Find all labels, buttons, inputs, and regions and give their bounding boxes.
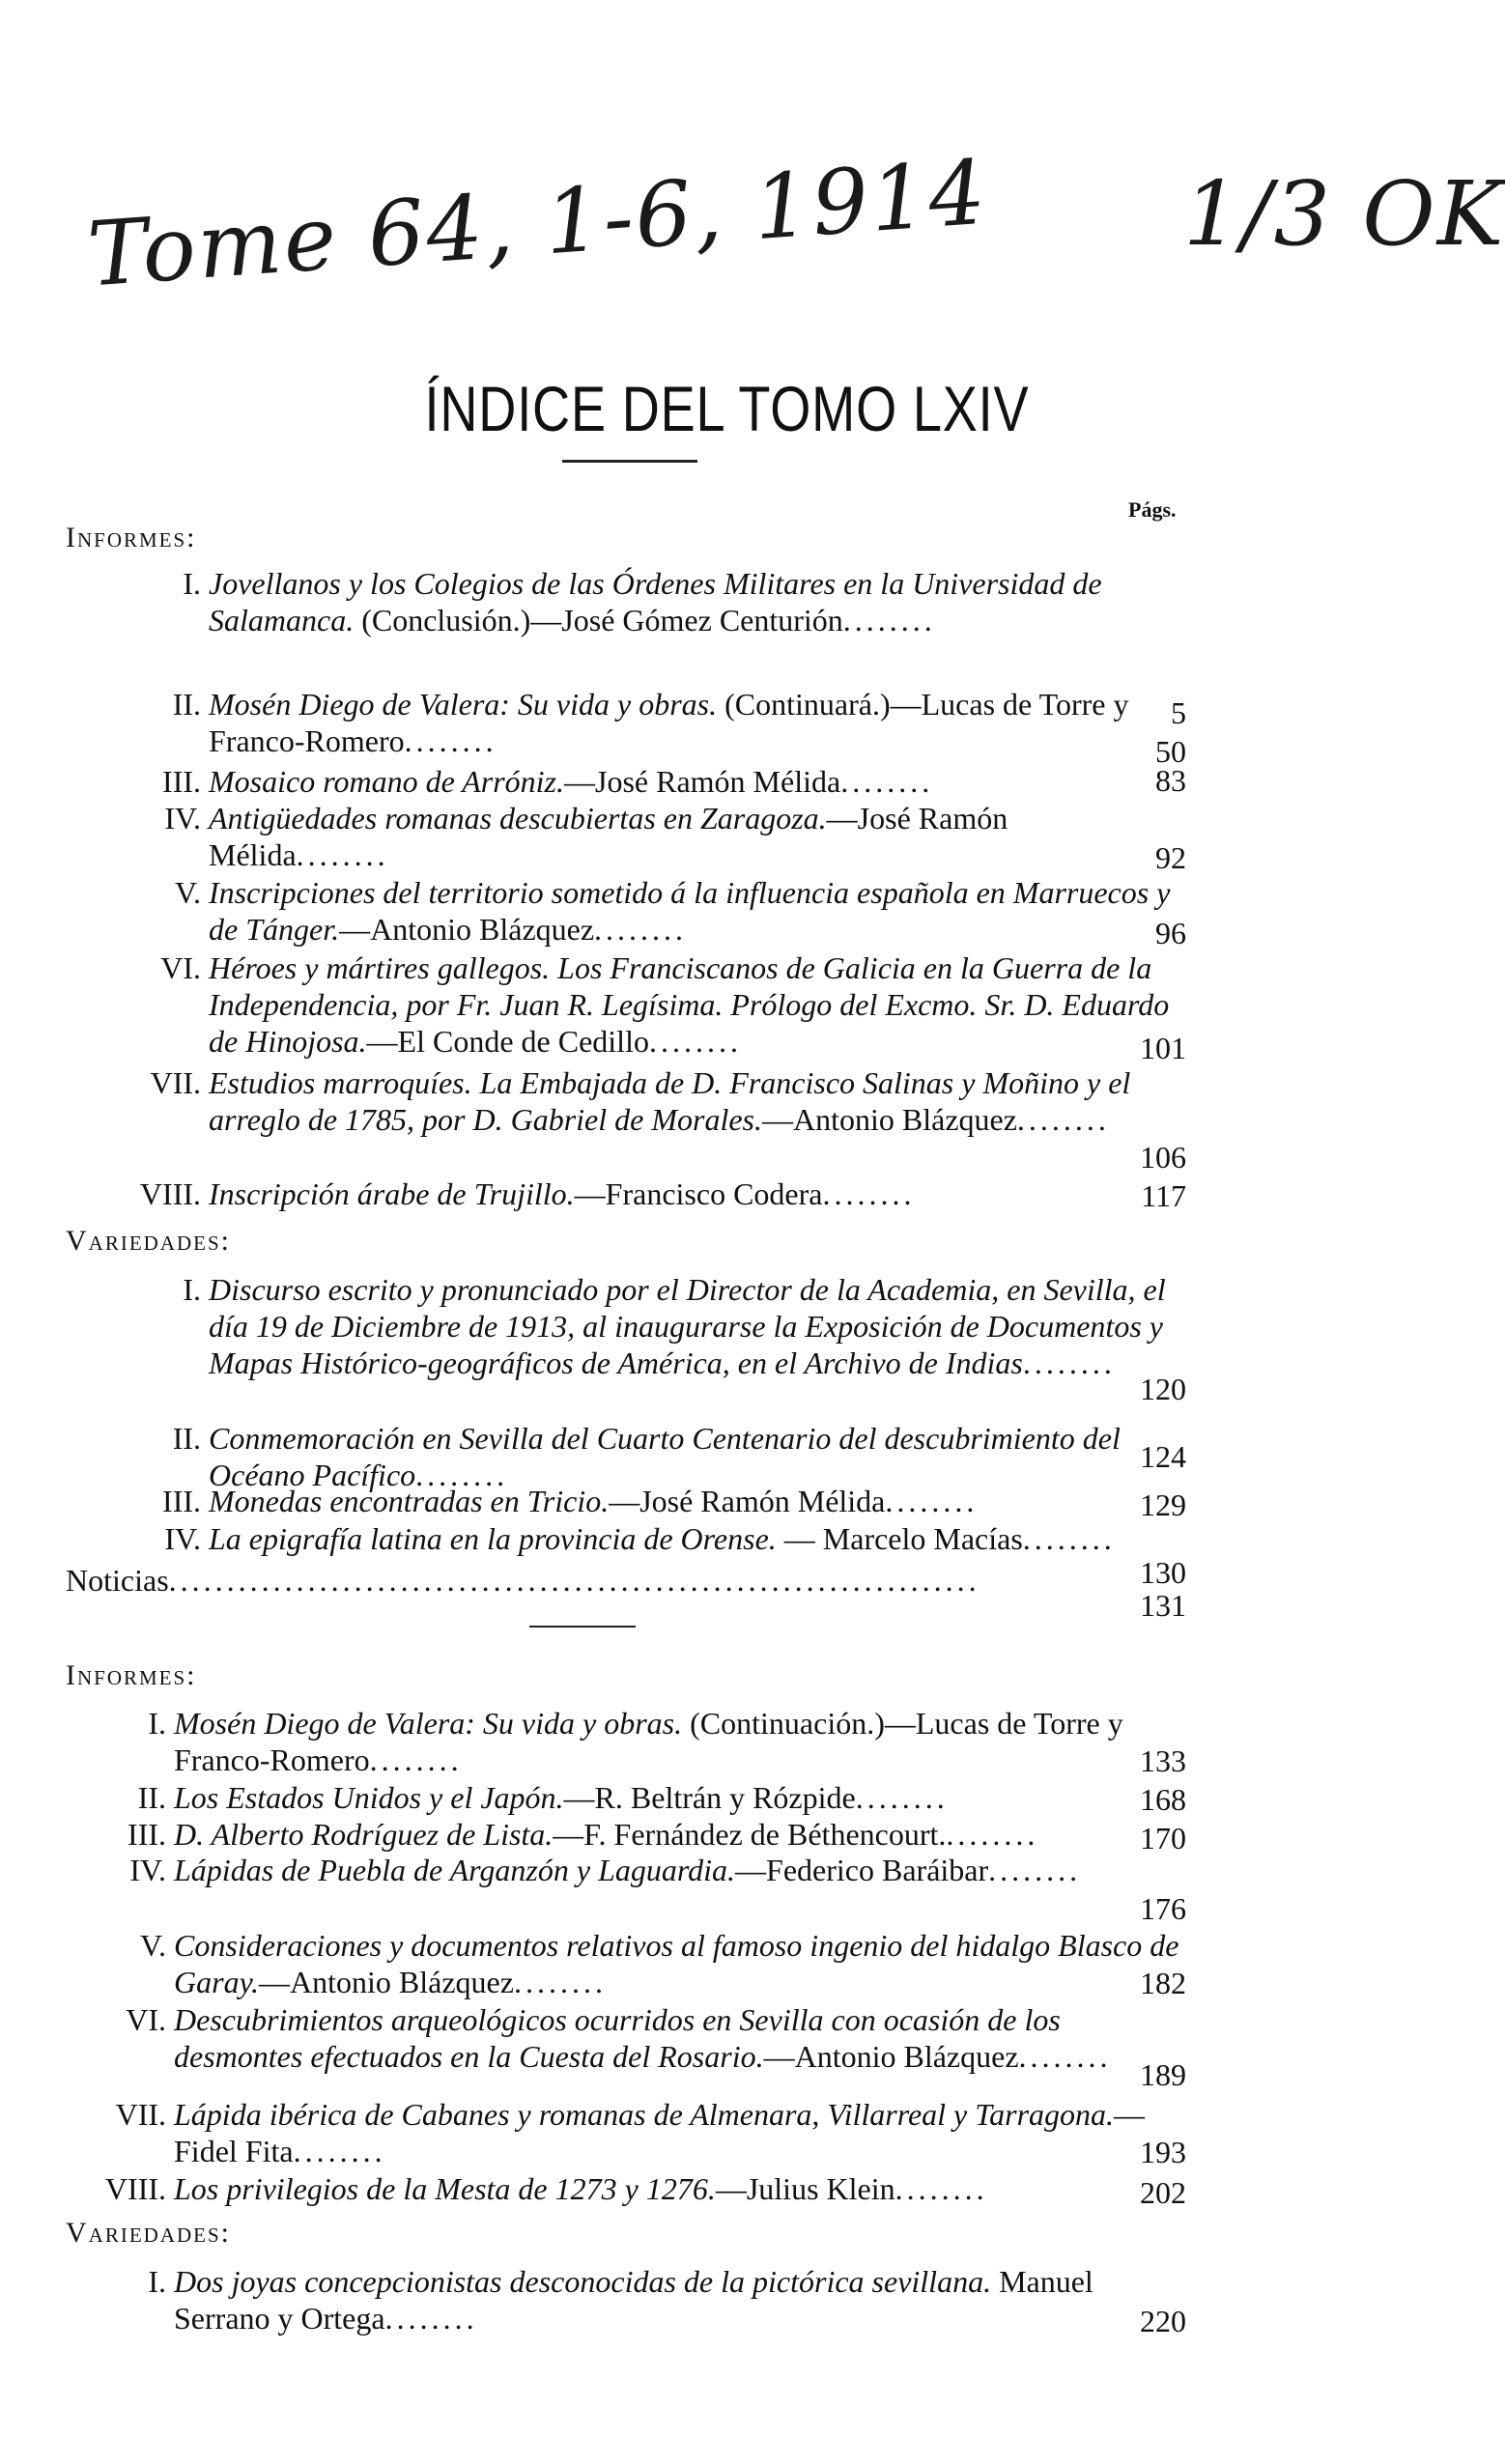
entry-text bbox=[209, 1271, 1186, 1381]
entry-author: —Antonio Blázquez bbox=[761, 1102, 1017, 1137]
entry-title: Lápida ibérica de Cabanes y romanas de Almenara, Villarreal y Tarragona. bbox=[174, 2097, 1115, 2132]
leader-dots: ........ bbox=[946, 1817, 1039, 1852]
index-entry bbox=[66, 1779, 1186, 1816]
section-label-informes: Informes: bbox=[66, 1659, 197, 1691]
entry-page-number: 124 bbox=[1140, 1439, 1186, 1474]
index-entry bbox=[66, 1271, 1186, 1418]
index-entry bbox=[66, 2001, 1186, 2111]
entry-title: Estudios marroquíes. La Embajada de D. Francisco Salinas y Moñino y el arreglo de 1785, por D. Gabriel de Morales. bbox=[209, 1065, 1131, 1137]
noticias-entry bbox=[66, 1563, 1128, 1599]
entry-title: Inscripciones del territorio sometido á la influencia española en Marruecos y de Tánger. bbox=[209, 875, 1171, 947]
entry-page-number: 220 bbox=[1140, 2304, 1186, 2338]
entry-text bbox=[174, 1705, 1186, 1778]
index-entry bbox=[66, 565, 1186, 675]
entry-author: Manuel Serrano y Ortega bbox=[174, 2264, 1093, 2336]
entry-page-number: 202 bbox=[1140, 2175, 1186, 2210]
entry-text bbox=[174, 1779, 1186, 1816]
index-entry bbox=[66, 2263, 1186, 2337]
entry-page-number: 129 bbox=[1140, 1487, 1186, 1522]
entry-title: Mosaico romano de Arróniz. bbox=[209, 764, 564, 799]
leader-dots: ...................................................................... bbox=[168, 1563, 980, 1598]
leader-dots: ........ bbox=[855, 1780, 949, 1815]
entry-author: (Continuación.)—Lucas de Torre y Franco-Romero bbox=[174, 1706, 1123, 1777]
leader-dots: ........ bbox=[894, 2171, 988, 2206]
entry-text bbox=[174, 2096, 1186, 2169]
entry-title: Monedas encontradas en Tricio. bbox=[209, 1484, 610, 1518]
entry-page-number: 176 bbox=[1140, 1891, 1186, 1926]
leader-dots: ........ bbox=[384, 2301, 478, 2336]
entry-author: —Antonio Blázquez bbox=[763, 2039, 1019, 2074]
entry-text bbox=[209, 1520, 1186, 1557]
entry-author: — Marcelo Macías bbox=[776, 1521, 1023, 1556]
entry-author: —José Ramón Mélida bbox=[209, 801, 1008, 872]
entry-number: V. bbox=[175, 875, 201, 910]
index-entry bbox=[66, 1705, 1186, 1778]
entry-number: IV. bbox=[129, 1853, 166, 1887]
entry-author: —Antonio Blázquez bbox=[339, 912, 595, 947]
entry-text bbox=[174, 2170, 1186, 2207]
entry-title: Los privilegios de la Mesta de 1273 y 1276. bbox=[174, 2171, 716, 2206]
handwritten-note-left: Tome 64, 1-6, 1914 bbox=[84, 140, 991, 307]
entry-text bbox=[209, 1483, 1186, 1519]
handwritten-note-right: 1/3 OK bbox=[1183, 162, 1505, 266]
entry-text bbox=[209, 1064, 1186, 1138]
index-entry bbox=[66, 686, 1186, 759]
entry-text bbox=[174, 2001, 1186, 2075]
entry-number: II. bbox=[172, 687, 201, 722]
entry-author: —El Conde de Cedillo bbox=[366, 1024, 649, 1059]
entry-text bbox=[174, 1816, 1186, 1853]
entry-page-number: 168 bbox=[1140, 1782, 1186, 1817]
entry-number: VII. bbox=[150, 1065, 201, 1100]
section-divider-rule bbox=[529, 1626, 636, 1628]
entry-page-number: 170 bbox=[1140, 1821, 1186, 1855]
entry-page-number: 193 bbox=[1140, 2135, 1186, 2169]
index-entry bbox=[66, 2170, 1186, 2207]
entry-title: Lápidas de Puebla de Arganzón y Laguardia. bbox=[174, 1853, 736, 1887]
entry-text bbox=[174, 2263, 1186, 2337]
leader-dots: ........ bbox=[1022, 1521, 1116, 1556]
leader-dots: ........ bbox=[988, 1853, 1082, 1887]
entry-author: —José Ramón Mélida bbox=[609, 1484, 886, 1518]
index-entry bbox=[66, 1816, 1186, 1853]
entry-page-number: 50 bbox=[1155, 734, 1186, 769]
entry-author: —Francisco Codera bbox=[574, 1176, 823, 1211]
entry-number: I. bbox=[183, 1272, 201, 1307]
entry-text bbox=[209, 800, 1186, 873]
leader-dots: ........ bbox=[822, 1176, 916, 1211]
entry-text bbox=[174, 1927, 1186, 2000]
leader-dots: ........ bbox=[404, 723, 497, 758]
entry-author: —Antonio Blázquez bbox=[259, 1965, 514, 1999]
entry-page-number: 92 bbox=[1155, 840, 1186, 875]
index-entry bbox=[66, 1852, 1186, 1925]
entry-text bbox=[209, 686, 1186, 759]
pages-column-label: Págs. bbox=[1128, 497, 1177, 522]
leader-dots: ........ bbox=[415, 1458, 509, 1492]
leader-dots: ........ bbox=[293, 2134, 386, 2168]
entry-number: IV. bbox=[164, 801, 201, 835]
index-entry bbox=[66, 1927, 1186, 2000]
index-entry bbox=[66, 1064, 1186, 1175]
noticias-label: Noticias bbox=[66, 1563, 169, 1598]
leader-dots: ........ bbox=[513, 1965, 607, 1999]
entry-title: Mosén Diego de Valera: Su vida y obras. bbox=[209, 687, 718, 722]
entry-author: (Continuará.)—Lucas de Torre y Franco-Romero bbox=[209, 687, 1129, 758]
entry-title: Conmemoración en Sevilla del Cuarto Centenario del descubrimiento del Océano Pacífico bbox=[209, 1421, 1121, 1492]
leader-dots: ........ bbox=[1016, 1102, 1110, 1137]
entry-page-number: 117 bbox=[1141, 1178, 1186, 1213]
title-rule bbox=[562, 460, 697, 463]
entry-page-number: 5 bbox=[1171, 695, 1186, 730]
leader-dots: ........ bbox=[296, 837, 389, 872]
entry-author: (Conclusión.)—José Gómez Centurión bbox=[354, 603, 843, 637]
entry-number: I. bbox=[148, 2264, 166, 2299]
entry-text bbox=[174, 1852, 1186, 1888]
index-entry bbox=[66, 1483, 1186, 1519]
index-entry bbox=[66, 2096, 1186, 2169]
entry-number: II. bbox=[172, 1421, 201, 1456]
entry-number: VI. bbox=[160, 950, 201, 985]
leader-dots: ........ bbox=[842, 603, 936, 637]
entry-title: Jovellanos y los Colegios de las Órdenes Militares en la Universidad de Salamanca. bbox=[209, 566, 1102, 637]
index-entry bbox=[66, 1175, 1186, 1212]
entry-title: Los Estados Unidos y el Japón. bbox=[174, 1780, 564, 1815]
entry-author: —F. Fernández de Béthencourt. bbox=[553, 1817, 947, 1852]
entry-page-number: 106 bbox=[1140, 1140, 1186, 1175]
index-entry bbox=[66, 800, 1186, 873]
entry-page-number: 133 bbox=[1140, 1743, 1186, 1778]
entry-title: Discurso escrito y pronunciado por el Director de la Academia, en Sevilla, el día 19 de Diciembre de 1913, al inaugurarse la Exposición de Documentos y Mapas Histórico-geográficos de América, en el Archivo de Indias bbox=[209, 1272, 1166, 1380]
entry-page-number: 101 bbox=[1140, 1031, 1186, 1065]
index-entry bbox=[66, 763, 1186, 800]
noticias-page-number: 131 bbox=[1140, 1588, 1186, 1623]
entry-number: VIII. bbox=[139, 1176, 201, 1211]
index-entry bbox=[66, 874, 1186, 948]
entry-number: III. bbox=[128, 1817, 166, 1852]
page-title: ÍNDICE DEL TOMO LXIV bbox=[424, 373, 1030, 444]
entry-number: III. bbox=[162, 1484, 201, 1518]
entry-title: Inscripción árabe de Trujillo. bbox=[209, 1176, 575, 1211]
entry-number: VII. bbox=[115, 2097, 166, 2132]
entry-author: —José Ramón Mélida bbox=[564, 764, 841, 799]
entry-title: Héroes y mártires gallegos. Los Franciscanos de Galicia en la Guerra de la Independencia, por Fr. Juan R. Legísima. Prólogo del Excmo. Sr. D. Eduardo de Hinojosa. bbox=[209, 950, 1170, 1059]
section-label-variedades: Variedades: bbox=[66, 1225, 231, 1257]
entry-author: —Julius Klein bbox=[715, 2171, 895, 2206]
entry-number: II. bbox=[137, 1780, 166, 1815]
entry-page-number: 120 bbox=[1140, 1372, 1186, 1406]
section-label-informes: Informes: bbox=[66, 522, 197, 553]
entry-text bbox=[209, 565, 1186, 638]
entry-text bbox=[209, 1175, 1186, 1212]
entry-number: V. bbox=[140, 1928, 166, 1963]
entry-text bbox=[209, 874, 1186, 948]
entry-title: Descubrimientos arqueológicos ocurridos en Sevilla con ocasión de los desmontes efectuados en la Cuesta del Rosario. bbox=[174, 2002, 1061, 2074]
entry-page-number: 130 bbox=[1140, 1555, 1186, 1590]
entry-title: Dos joyas concepcionistas desconocidas de la pictórica sevillana. bbox=[174, 2264, 992, 2299]
entry-page-number: 96 bbox=[1155, 916, 1186, 950]
entry-author: —Federico Baráibar bbox=[735, 1853, 989, 1887]
leader-dots: ........ bbox=[369, 1742, 463, 1777]
entry-number: IV. bbox=[164, 1521, 201, 1556]
entry-text bbox=[209, 763, 1186, 800]
entry-title: La epigrafía latina en la provincia de Orense. bbox=[209, 1521, 777, 1556]
entry-number: I. bbox=[183, 566, 201, 601]
entry-title: Consideraciones y documentos relativos al famoso ingenio del hidalgo Blasco de Garay. bbox=[174, 1928, 1179, 1999]
entry-number: VIII. bbox=[104, 2171, 166, 2206]
entry-title: Antigüedades romanas descubiertas en Zaragoza. bbox=[209, 801, 827, 835]
entry-number: VI. bbox=[126, 2002, 166, 2037]
leader-dots: ........ bbox=[1018, 2039, 1112, 2074]
leader-dots: ........ bbox=[648, 1024, 742, 1059]
leader-dots: ........ bbox=[885, 1484, 979, 1518]
entry-text bbox=[209, 949, 1186, 1060]
entry-page-number: 182 bbox=[1140, 1966, 1186, 2000]
entry-number: III. bbox=[162, 764, 201, 799]
leader-dots: ........ bbox=[594, 912, 688, 947]
entry-page-number: 189 bbox=[1140, 2057, 1186, 2092]
section-label-variedades: Variedades: bbox=[66, 2217, 231, 2249]
entry-title: D. Alberto Rodríguez de Lista. bbox=[174, 1817, 554, 1852]
entry-number: I. bbox=[148, 1706, 166, 1741]
leader-dots: ........ bbox=[1022, 1345, 1116, 1380]
entry-page-number: 83 bbox=[1155, 763, 1186, 798]
entry-title: Mosén Diego de Valera: Su vida y obras. bbox=[174, 1706, 683, 1741]
leader-dots: ........ bbox=[840, 764, 934, 799]
entry-author: —R. Beltrán y Rózpide bbox=[563, 1780, 856, 1815]
entry-author: —Fidel Fita bbox=[174, 2097, 1146, 2168]
